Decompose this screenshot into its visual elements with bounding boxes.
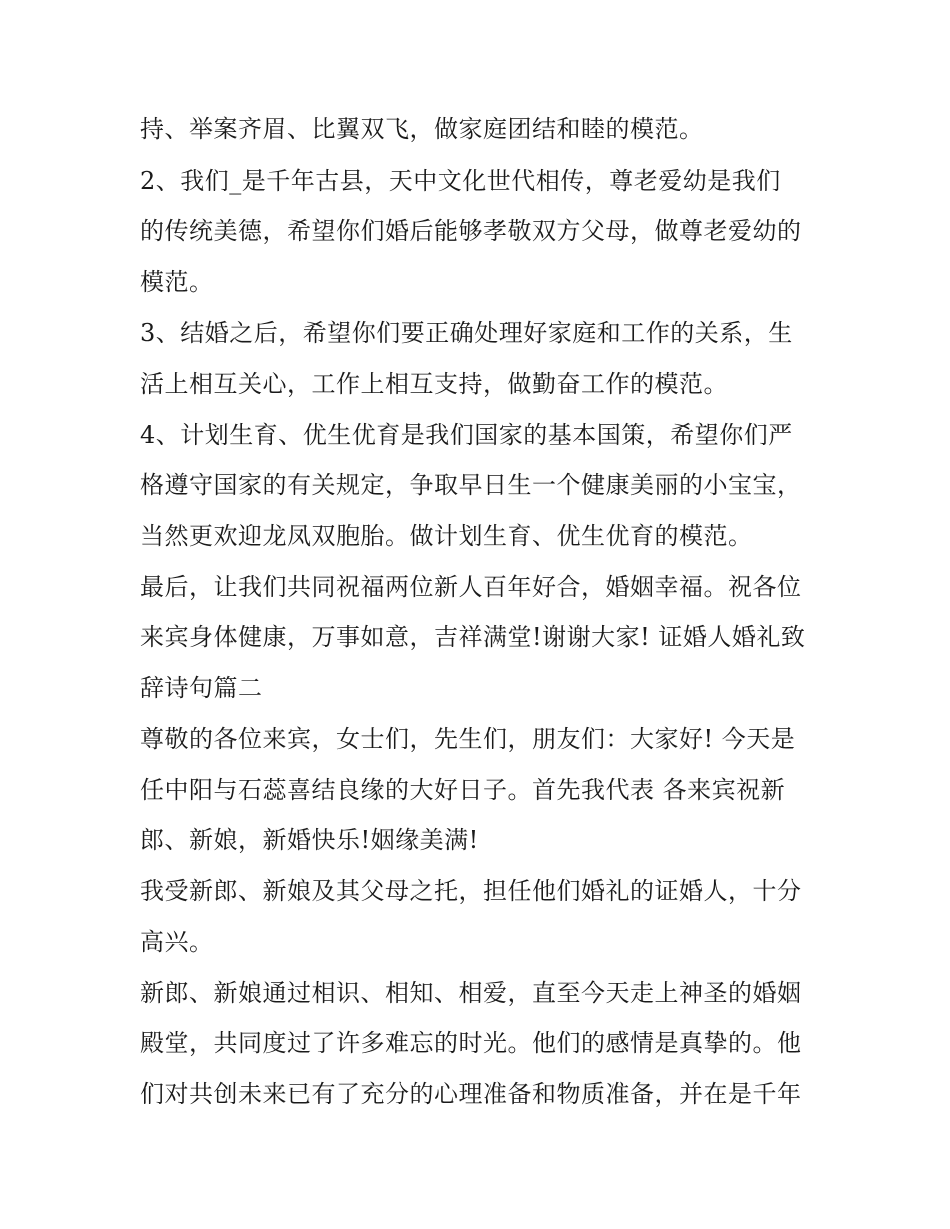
- text-line: 任中阳与石蕊喜结良缘的大好日子。首先我代表 各来宾祝新: [140, 776, 786, 804]
- text-line: 郎、新娘，新婚快乐!姻缘美满!: [140, 826, 479, 854]
- text-line: 我受新郎、新娘及其父母之托，担任他们婚礼的证婚人，十分: [140, 877, 802, 905]
- text-line: 4、计划生育、优生优育是我们国家的基本国策，希望你们严: [140, 421, 793, 449]
- text-line: 辞诗句篇二: [140, 674, 263, 702]
- text-line: 格遵守国家的有关规定，争取早日生一个健康美丽的小宝宝，: [140, 471, 802, 499]
- text-line: 持、举案齐眉、比翼双飞，做家庭团结和睦的模范。: [140, 115, 704, 143]
- text-line: 殿堂，共同度过了许多难忘的时光。他们的感情是真挚的。他: [140, 1029, 802, 1057]
- text-line: 最后，让我们共同祝福两位新人百年好合，婚姻幸福。祝各位: [140, 573, 802, 601]
- text-line: 活上相互关心，工作上相互支持，做勤奋工作的模范。: [140, 370, 728, 398]
- text-line: 模范。: [140, 268, 214, 296]
- text-line: 3、结婚之后，希望你们要正确处理好家庭和工作的关系，生: [140, 319, 793, 347]
- text-line: 2、我们_是千年古县，天中文化世代相传，尊老爱幼是我们: [140, 167, 781, 195]
- text-line: 们对共创未来已有了充分的心理准备和物质准备，并在是千年: [140, 1080, 802, 1108]
- text-line: 来宾身体健康，万事如意，吉祥满堂!谢谢大家! 证婚人婚礼致: [140, 623, 806, 651]
- text-line: 新郎、新娘通过相识、相知、相爱，直至今天走上神圣的婚姻: [140, 979, 802, 1007]
- text-line: 尊敬的各位来宾，女士们，先生们，朋友们：大家好! 今天是: [140, 725, 796, 753]
- text-line: 的传统美德，希望你们婚后能够孝敬双方父母，做尊老爱幼的: [140, 217, 802, 245]
- text-line: 高兴。: [140, 928, 214, 956]
- text-line: 当然更欢迎龙凤双胞胎。做计划生育、优生优育的模范。: [140, 522, 753, 550]
